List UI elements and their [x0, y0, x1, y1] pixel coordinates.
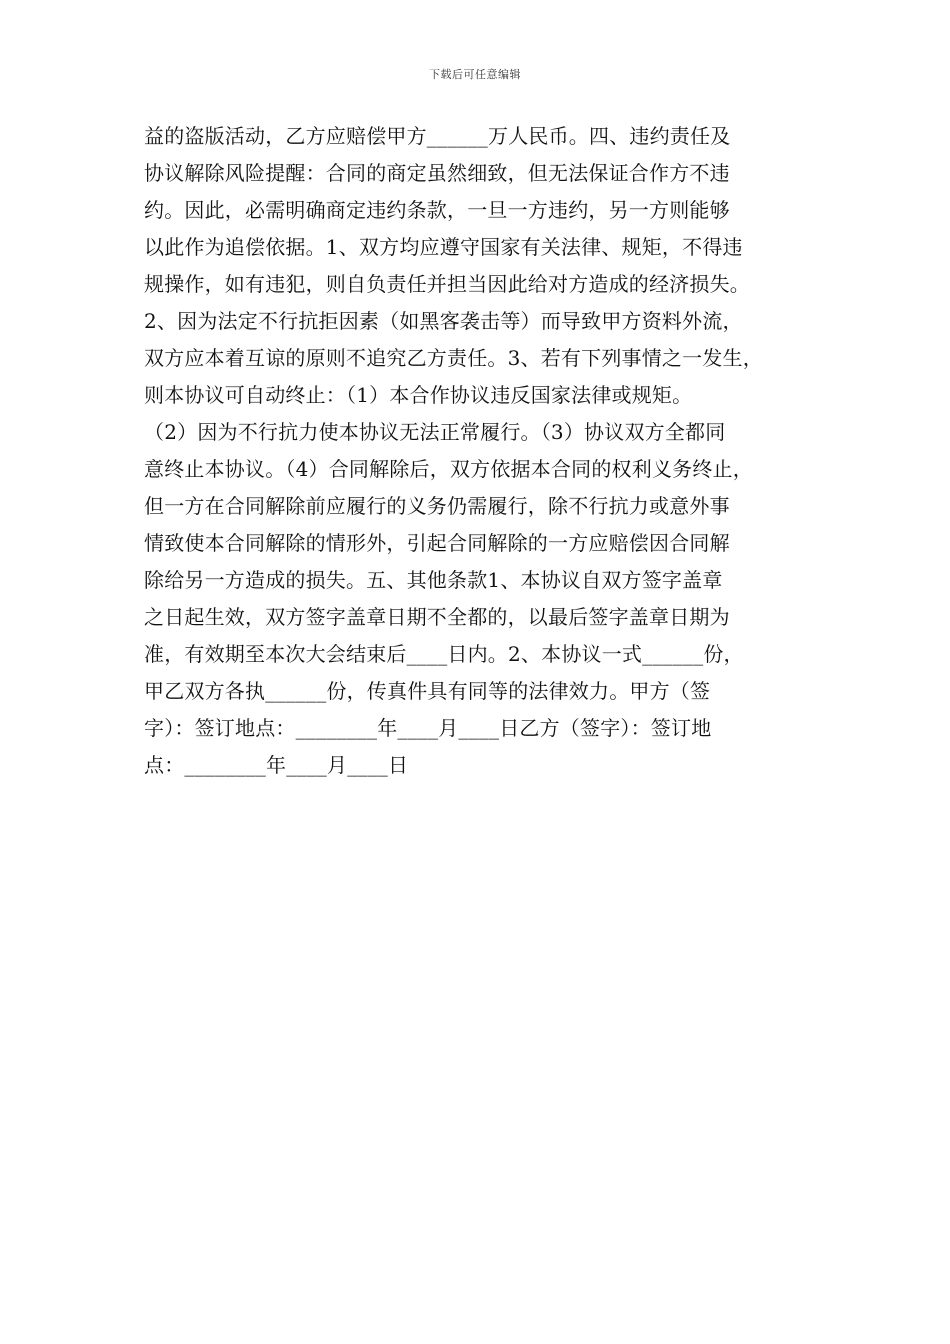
text-line-7: 双方应本着互谅的原则不追究乙方责任。3、若有下列事情之一发生，: [144, 346, 763, 370]
text-line-1: 益的盗版活动，乙方应赔偿甲方______万人民币。四、违约责任及: [144, 124, 731, 148]
text-line-11: 但一方在合同解除前应履行的义务仍需履行，除不行抗力或意外事: [144, 494, 730, 518]
text-line-5: 规操作，如有违犯，则自负责任并担当因此给对方造成的经济损失。: [144, 272, 750, 296]
text-line-6: 2、因为法定不行抗拒因素（如黑客袭击等）而导致甲方资料外流，: [144, 309, 743, 333]
text-line-13: 除给另一方造成的损失。五、其他条款1、本协议自双方签字盖章: [144, 568, 723, 592]
text-line-2: 协议解除风险提醒：合同的商定虽然细致，但无法保证合作方不违: [144, 161, 730, 185]
header-note: 下载后可任意编辑: [429, 68, 521, 81]
text-line-10: 意终止本协议。（4）合同解除后，双方依据本合同的权利义务终止，: [144, 457, 753, 481]
text-line-3: 约。因此，必需明确商定违约条款，一旦一方违约，另一方则能够: [144, 198, 730, 222]
agreement-body-text: [144, 118, 844, 784]
text-line-16: 甲乙双方各执______份，传真件具有同等的法律效力。甲方（签: [144, 679, 711, 703]
text-line-18: 点：________年____月____日: [144, 753, 409, 777]
text-line-14: 之日起生效，双方签字盖章日期不全都的，以最后签字盖章日期为: [144, 605, 730, 629]
text-line-12: 情致使本合同解除的情形外，引起合同解除的一方应赔偿因合同解: [144, 531, 730, 555]
text-line-15: 准，有效期至本次大会结束后____日内。2、本协议一式______份，: [144, 642, 744, 666]
text-line-17: 字）：签订地点：________年____月____日乙方（签字）：签订地: [144, 716, 712, 740]
text-line-8: 则本协议可自动终止：（1）本合作协议违反国家法律或规矩。: [144, 383, 693, 407]
text-line-9: （2）因为不行抗力使本协议无法正常履行。（3）协议双方全都同: [144, 420, 726, 444]
text-line-4: 以此作为追偿依据。1、双方均应遵守国家有关法律、规矩，不得违: [144, 235, 743, 259]
